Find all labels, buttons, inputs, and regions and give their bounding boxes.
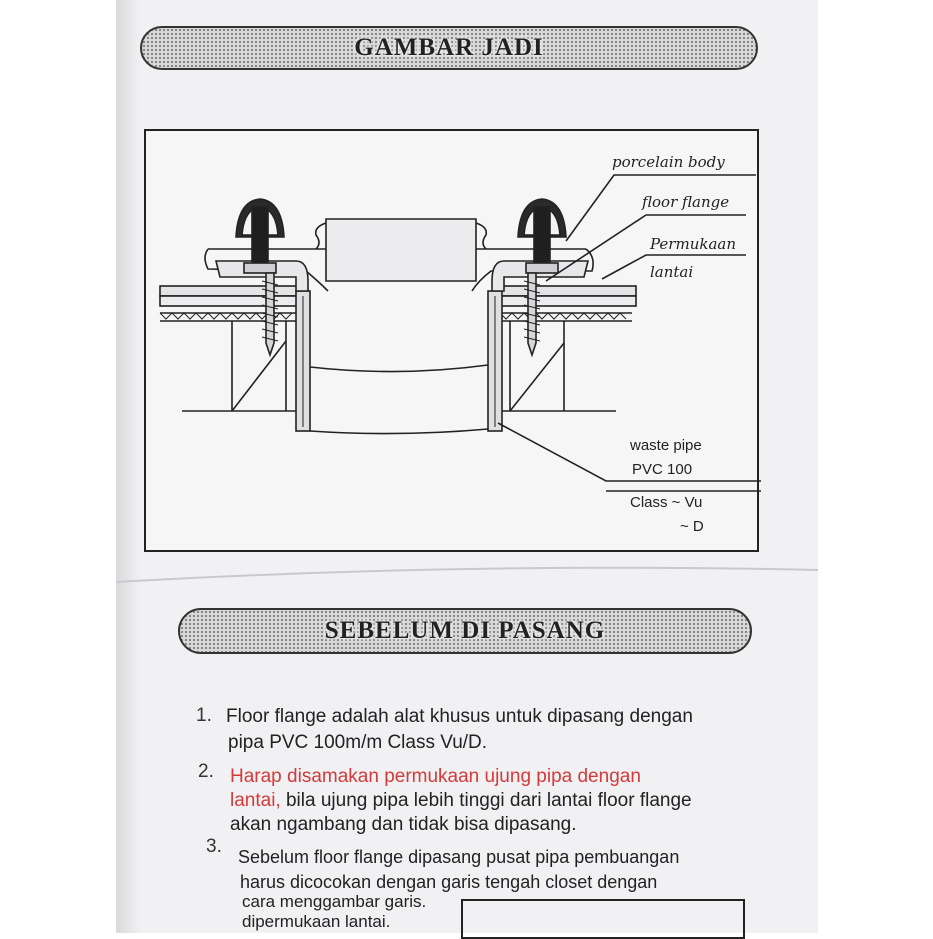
header-title: GAMBAR JADI	[354, 34, 544, 61]
label-pvc-100: PVC 100	[632, 461, 693, 478]
label-floor-flange: floor flange	[642, 193, 730, 211]
step-2-line-2-rest: bila ujung pipa lebih tinggi dari lantai floor flange	[280, 790, 692, 811]
label-porcelain-body: porcelain body	[612, 153, 725, 171]
drawing-box	[461, 899, 745, 939]
label-d: ~ D	[680, 518, 704, 535]
label-permukaan: Permukaan	[650, 235, 736, 253]
step-2-line-2	[230, 789, 692, 813]
step-1-line-2: pipa PVC 100m/m Class Vu/D.	[228, 732, 488, 753]
step-2-highlight-word: lantai,	[230, 790, 281, 811]
label-lantai: lantai	[650, 263, 694, 281]
label-class-vu: Class ~ Vu	[630, 494, 703, 511]
step-3-line-4: dipermukaan lantai.	[242, 912, 391, 931]
step-3-line-3: cara menggambar garis.	[242, 892, 427, 911]
step-1-number: 1.	[196, 705, 212, 726]
installation-diagram	[144, 129, 759, 552]
step-2-line-3: akan ngambang dan tidak bisa dipasang.	[230, 814, 577, 835]
label-waste-pipe: waste pipe	[630, 437, 702, 454]
step-3-number: 3.	[206, 836, 222, 857]
step-2-number: 2.	[198, 761, 214, 782]
section-banner	[178, 608, 752, 654]
paper-fold-line	[116, 560, 818, 600]
section-title: SEBELUM DI PASANG	[324, 617, 606, 644]
paper-shadow	[116, 0, 140, 933]
header-banner	[140, 26, 758, 70]
step-3-line-1: Sebelum floor flange dipasang pusat pipa pembuangan	[238, 847, 680, 867]
step-2-highlight-line-1: Harap disamakan permukaan ujung pipa dengan	[230, 766, 641, 787]
step-3-line-2: harus dicocokan dengan garis tengah closet dengan	[240, 872, 658, 892]
step-1-line-1: Floor flange adalah alat khusus untuk dipasang dengan	[226, 706, 693, 727]
